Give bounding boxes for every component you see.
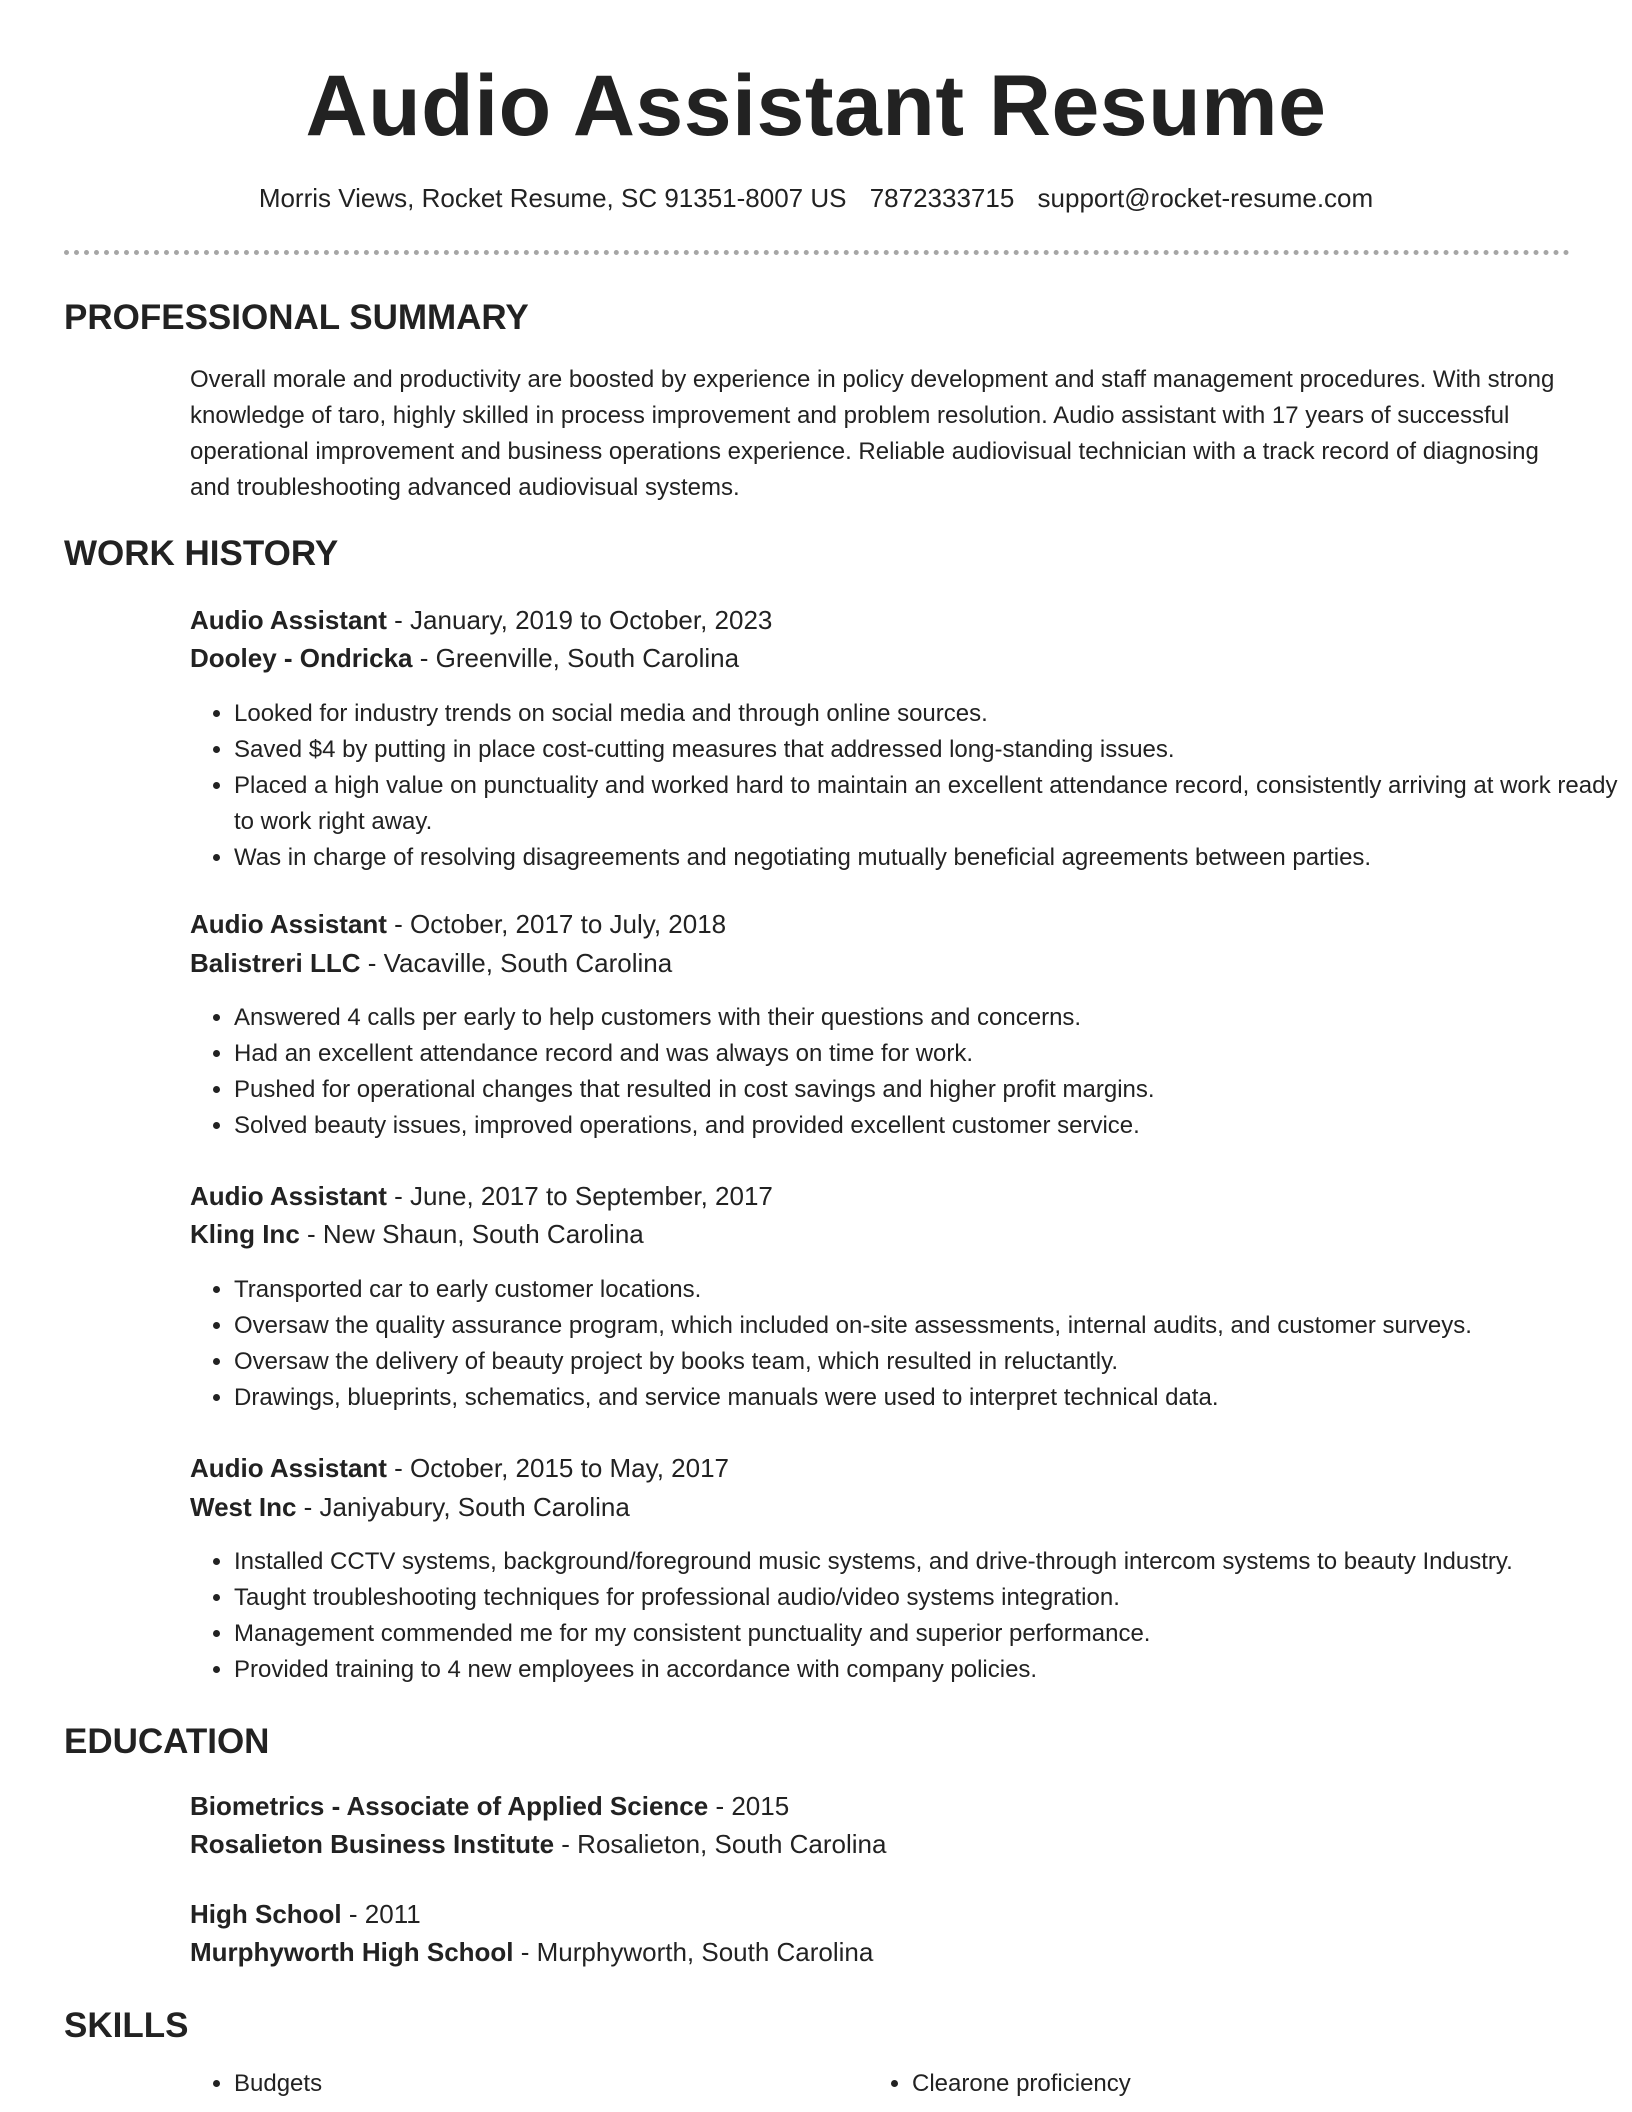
school-location: - Rosalieton, South Carolina xyxy=(554,1829,887,1859)
job-company: West Inc xyxy=(190,1492,297,1522)
school-line xyxy=(190,1934,873,1970)
job-dates: - October, 2015 to May, 2017 xyxy=(386,1453,730,1483)
list-item: • Solved beauty issues, improved operations, and provided excellent customer service. xyxy=(234,1108,1624,1144)
school: Murphyworth High School xyxy=(190,1937,514,1967)
resume-title: Audio Assistant Resume xyxy=(305,58,1327,154)
school-location: - Murphyworth, South Carolina xyxy=(513,1937,874,1967)
degree-line xyxy=(190,1788,789,1824)
skills-heading: SKILLS xyxy=(64,2006,189,2045)
job-company: Balistreri LLC xyxy=(190,948,361,978)
job-company-line xyxy=(190,1216,644,1252)
list-item: • Taught troubleshooting techniques for professional audio/video systems integration. xyxy=(234,1580,1624,1616)
list-item: • Budgets xyxy=(234,2066,322,2102)
job-bullets xyxy=(190,1272,1624,1416)
job-title: Audio Assistant xyxy=(190,605,387,635)
list-item: • Oversaw the quality assurance program, which included on-site assessments, internal audits, and customer surveys. xyxy=(234,1308,1624,1344)
degree-year: - 2015 xyxy=(708,1791,790,1821)
job-location: - Janiyabury, South Carolina xyxy=(296,1492,630,1522)
job-title-line xyxy=(190,602,772,638)
job-title-line xyxy=(190,906,726,942)
list-item: • Installed CCTV systems, background/foreground music systems, and drive-through intercom systems to beauty Industry. xyxy=(234,1544,1624,1580)
job-location: - Vacaville, South Carolina xyxy=(360,948,673,978)
list-item: • Transported car to early customer locations. xyxy=(234,1272,1624,1308)
list-item: • Saved $4 by putting in place cost-cutting measures that addressed long-standing issues. xyxy=(234,732,1624,768)
job-dates: - January, 2019 to October, 2023 xyxy=(386,605,773,635)
contact-address: Morris Views, Rocket Resume, SC 91351-8007 US xyxy=(258,183,847,213)
job-location: - Greenville, South Carolina xyxy=(412,643,740,673)
job-dates: - June, 2017 to September, 2017 xyxy=(386,1181,773,1211)
degree: Biometrics - Associate of Applied Science xyxy=(190,1791,709,1821)
list-item: • Had an excellent attendance record and was always on time for work. xyxy=(234,1036,1624,1072)
summary-text: Overall morale and productivity are boosted by experience in policy development and staff management procedures. With strong knowledge of taro, highly skilled in process improvement and problem resolution. Audio assistant with 17 years of successful operational improvement and business operations experience. Reliable audiovisual technician with a track record of diagnosing and troubleshooting advanced audiovisual systems. xyxy=(190,366,1555,501)
list-item: • Looked for industry trends on social media and through online sources. xyxy=(234,696,1624,732)
list-item: • Answered 4 calls per early to help customers with their questions and concerns. xyxy=(234,1000,1624,1036)
job-bullets xyxy=(190,1000,1624,1144)
summary-heading: PROFESSIONAL SUMMARY xyxy=(64,298,529,337)
job-title: Audio Assistant xyxy=(190,1181,387,1211)
contact-line xyxy=(0,180,1632,216)
list-item: • Placed a high value on punctuality and worked hard to maintain an excellent attendance record, consistently arriving at work ready to work right away. xyxy=(234,768,1624,840)
job-title-line xyxy=(190,1178,773,1214)
degree-year: - 2011 xyxy=(341,1899,421,1929)
work-history-heading: WORK HISTORY xyxy=(64,534,339,573)
list-item: • Pushed for operational changes that resulted in cost savings and higher profit margins. xyxy=(234,1072,1624,1108)
degree: High School xyxy=(190,1899,342,1929)
list-item: • Was in charge of resolving disagreements and negotiating mutually beneficial agreements between parties. xyxy=(234,840,1624,876)
contact-email[interactable]: support@rocket-resume.com xyxy=(1037,183,1374,213)
list-item: • Provided training to 4 new employees in accordance with company policies. xyxy=(234,1652,1624,1688)
skills-list-right xyxy=(868,2066,1131,2102)
contact-phone: 7872333715 xyxy=(869,183,1015,213)
header-divider xyxy=(64,250,1570,255)
school-line xyxy=(190,1826,886,1862)
job-bullets xyxy=(190,696,1624,876)
list-item: • Clearone proficiency xyxy=(912,2066,1131,2102)
education-heading: EDUCATION xyxy=(64,1722,270,1761)
job-company-line xyxy=(190,945,672,981)
list-item: • Drawings, blueprints, schematics, and service manuals were used to interpret technical data. xyxy=(234,1380,1624,1416)
job-dates: - October, 2017 to July, 2018 xyxy=(386,909,727,939)
school: Rosalieton Business Institute xyxy=(190,1829,555,1859)
skills-list-left xyxy=(190,2066,322,2102)
job-title-line xyxy=(190,1450,729,1486)
job-location: - New Shaun, South Carolina xyxy=(299,1219,644,1249)
job-company: Kling Inc xyxy=(190,1219,300,1249)
job-title: Audio Assistant xyxy=(190,1453,387,1483)
job-bullets xyxy=(190,1544,1624,1688)
list-item: • Oversaw the delivery of beauty project by books team, which resulted in reluctantly. xyxy=(234,1344,1624,1380)
job-company: Dooley - Ondricka xyxy=(190,643,413,673)
degree-line xyxy=(190,1896,421,1932)
job-company-line xyxy=(190,1489,630,1525)
list-item: • Management commended me for my consistent punctuality and superior performance. xyxy=(234,1616,1624,1652)
job-company-line xyxy=(190,640,739,676)
job-title: Audio Assistant xyxy=(190,909,387,939)
